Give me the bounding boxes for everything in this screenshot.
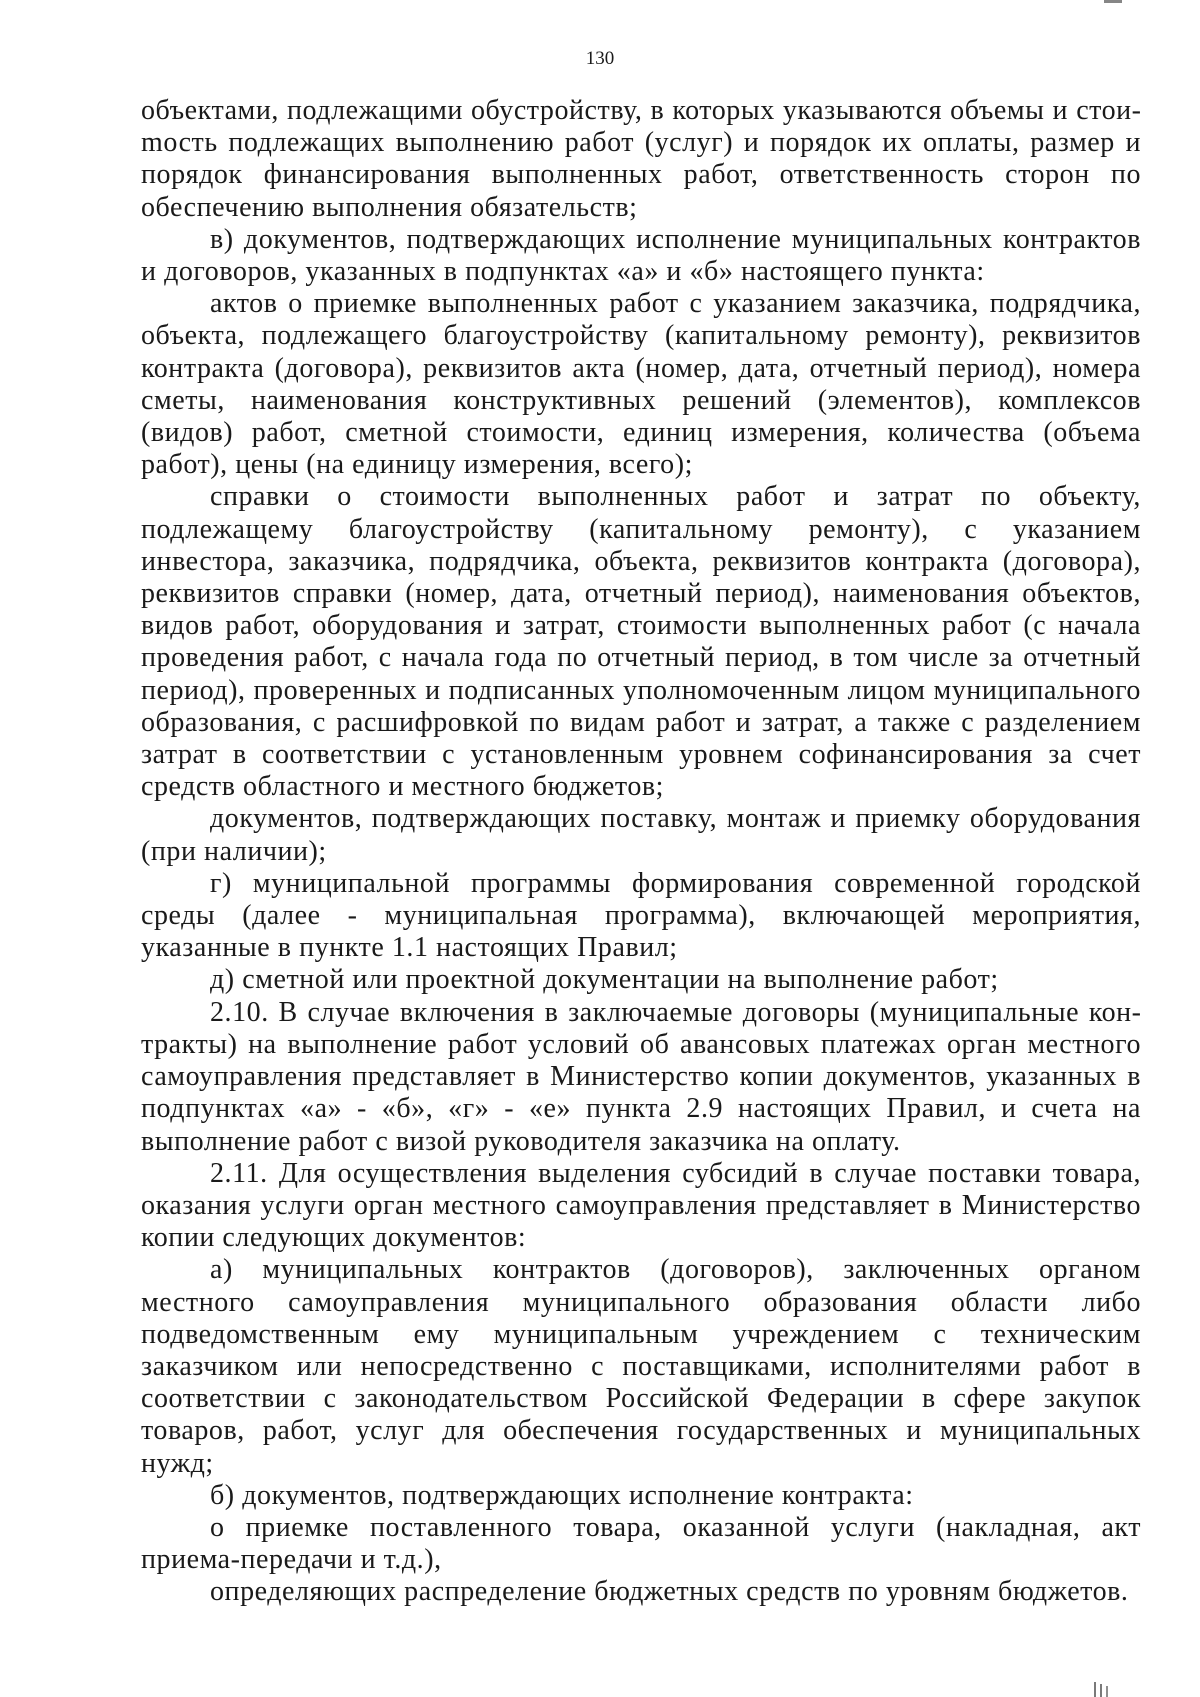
paragraph-item-d: д) сметной или проектной документации на выполнение работ;: [210, 964, 999, 996]
scan-edge-mark-bottom-3: [1106, 1686, 1108, 1697]
paragraph-budget-distribution: определяющих распределение бюджетных средств по уровням бюджетов.: [210, 1576, 1129, 1608]
page-number: 130: [585, 48, 615, 69]
paragraph-equipment-documents: документов, подтверждающих поставку, монтаж и приемку оборудования (при наличии);: [141, 803, 1141, 867]
paragraph-objects-continuation: объектами, подлежащими обустройству, в которых указываются объемы и стоиmость подлежащих выполнению работ (услуг) и порядок их оплаты, размер и порядок финансирования выполненных работ, ответственность сторон по обеспечению выполнения обязательств;: [141, 95, 1141, 223]
document-body: [141, 95, 1141, 1609]
paragraph-item-g: г) муниципальной программы формирования современной городской среды (далее - муниципальная программа), включающей мероприятия, указанные в пункте 1.1 настоящих Правил;: [141, 867, 1141, 964]
paragraph-acceptance-acts: актов о приемке выполненных работ с указанием заказчика, подрядчика, объекта, подлежащего благоустройству (капитальному ремонту), реквизитов контракта (договора), реквизитов акта (номер, дата, отчетный период), номера сметы, наименования конструктивных решений (элементов), комплексов (видов) работ, сметной стоимости, единиц измерения, количества (объема работ), цены (на единицу измерения, всего);: [141, 288, 1141, 481]
paragraph-cost-certificate: справки о стоимости выполненных работ и затрат по объекту, подлежащему благоустройству (капитальному ремонту), с указанием инвестора, заказчика, подрядчика, объекта, реквизитов контракта (договора), реквизитов справки (номер, дата, отчетный период), наименования объектов, видов работ, оборудования и затрат, стоимости выполненных работ (с начала проведения работ, с начала года по отчетный период, в том числе за отчетный период), проверенных и подписанных уполномоченным лицом муниципального образования, с расшифровкой по видам работ и затрат, а также с разделением затрат в соответствии с установленным уровнем софинансирования за счет средств областного и местного бюджетов;: [141, 481, 1141, 803]
paragraph-item-a: а) муниципальных контрактов (договоров), заключенных органом местного самоуправления муниципального образования области либо подведомственным ему муниципальным учреждением с техническим заказчиком или непосредственно с поставщиками, исполнителями работ в соответствии с законодательством Российской Федерации в сфере закупок товаров, работ, услуг для обеспечения государственных и муниципальных нужд;: [141, 1254, 1141, 1479]
paragraph-delivery-acceptance: о приемке поставленного товара, оказанной услуги (накладная, акт приема-передачи и т.д.),: [141, 1511, 1141, 1576]
paragraph-item-v: в) документов, подтверждающих исполнение муниципальных контрактов и договоров, указанных в подпунктах «а» и «б» настоящего пункта:: [141, 223, 1141, 288]
paragraph-2-11: 2.11. Для осуществления выделения субсидий в случае поставки товара, оказания услуги орган местного самоуправления представляет в Министерство копии следующих документов:: [141, 1157, 1141, 1254]
paragraph-item-b: б) документов, подтверждающих исполнение контракта:: [210, 1479, 914, 1511]
scan-edge-mark-bottom: [1094, 1682, 1096, 1697]
scan-edge-mark-top: [1104, 0, 1122, 3]
paragraph-2-10: 2.10. В случае включения в заключаемые договоры (муниципальные контракты) на выполнение работ условий об авансовых платежах орган местного самоуправления представляет в Министерство копии документов, указанных в подпунктах «а» - «б», «г» - «е» пункта 2.9 настоящих Правил, и счета на выполнение работ с визой руководителя заказчика на оплату.: [141, 996, 1141, 1157]
scan-edge-mark-bottom-2: [1100, 1684, 1102, 1697]
